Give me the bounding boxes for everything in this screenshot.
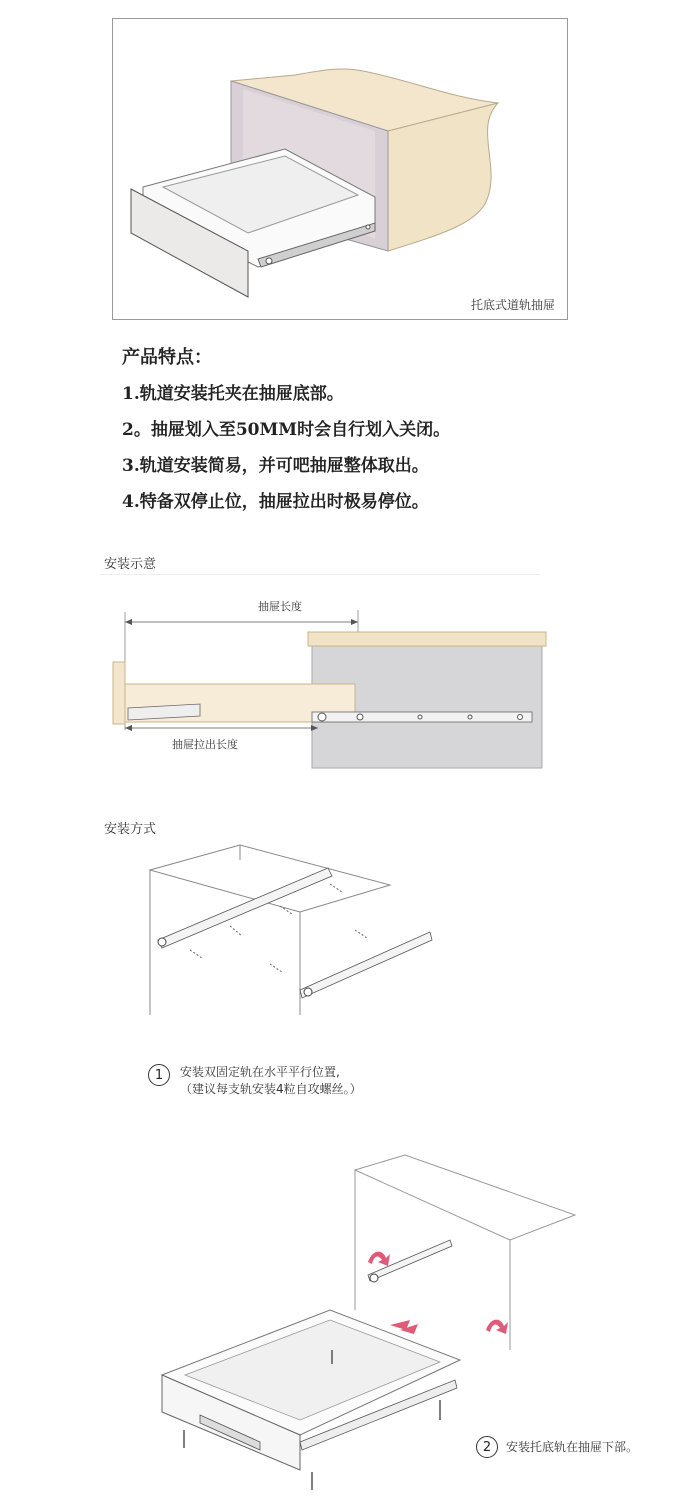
- rail-roller: [366, 225, 370, 229]
- step-1-line1: 安装双固定轨在水平平行位置,: [180, 1065, 340, 1079]
- install-step-2: [476, 1436, 638, 1458]
- rail-roller: [304, 988, 312, 996]
- screw-guide: [190, 950, 202, 958]
- feature-item: 1.轨道安装托夹在抽屉底部。: [122, 384, 344, 404]
- features-title: 产品特点：: [122, 347, 212, 368]
- divider: [100, 574, 540, 575]
- arrow-head: [125, 619, 132, 625]
- screw-guide: [330, 884, 342, 892]
- rail-roller: [318, 713, 326, 721]
- step-2-text: 安装托底轨在抽屉下部。: [506, 1439, 639, 1454]
- rail-hole: [357, 714, 363, 720]
- feature-item: 2。抽屉划入至50MM时会自行划入关闭。: [122, 420, 451, 440]
- install-method-title: 安装方式: [104, 822, 157, 837]
- rail-roller: [370, 1274, 378, 1282]
- step-1-line2: （建议每支轨安装4粒自攻螺丝。）: [180, 1082, 362, 1096]
- install-diagram-title: 安装示意: [104, 557, 157, 572]
- feature-item: 4.特备双停止位，抽屉拉出时极易停位。: [122, 492, 429, 512]
- arrow-head: [351, 619, 358, 625]
- cabinet-rails-diagram: [130, 840, 450, 1025]
- rail-hole: [418, 715, 422, 719]
- rail-hole: [468, 715, 472, 719]
- pull-length-label: 抽屉拉出长度: [172, 738, 238, 751]
- screw-guide: [355, 930, 367, 938]
- drawer-length-diagram: [100, 580, 560, 780]
- rail-roller: [266, 258, 272, 264]
- drawer-length-label: 抽屉长度: [258, 600, 302, 613]
- drawer-cabinet-illustration: [113, 19, 568, 320]
- step-1-text: [180, 1064, 362, 1098]
- rail-roller: [158, 938, 166, 946]
- step-number-circle: 1: [148, 1064, 170, 1086]
- arrow-head: [125, 725, 132, 731]
- rail-hole: [518, 715, 523, 720]
- screw-guide: [270, 964, 282, 972]
- cabinet-top-panel: [308, 632, 546, 646]
- arrow-icon: [368, 1252, 390, 1266]
- install-diagram: [100, 580, 560, 780]
- product-features: [122, 346, 642, 526]
- feature-item: 3.轨道安装简易，并可吧抽屉整体取出。: [122, 456, 429, 476]
- screw-guide: [230, 926, 242, 936]
- install-step1-illustration: [130, 840, 450, 1025]
- install-step-1: [148, 1064, 362, 1098]
- drawer-front: [113, 662, 125, 724]
- cabinet-rail: [368, 1240, 452, 1281]
- hero-caption: 托底式道轨抽屉: [470, 298, 555, 312]
- cabinet-outline: [355, 1155, 575, 1240]
- arrow-icon: [486, 1320, 508, 1334]
- right-rail: [300, 932, 432, 998]
- step-number-circle: 2: [476, 1436, 498, 1458]
- hero-illustration: [112, 18, 568, 320]
